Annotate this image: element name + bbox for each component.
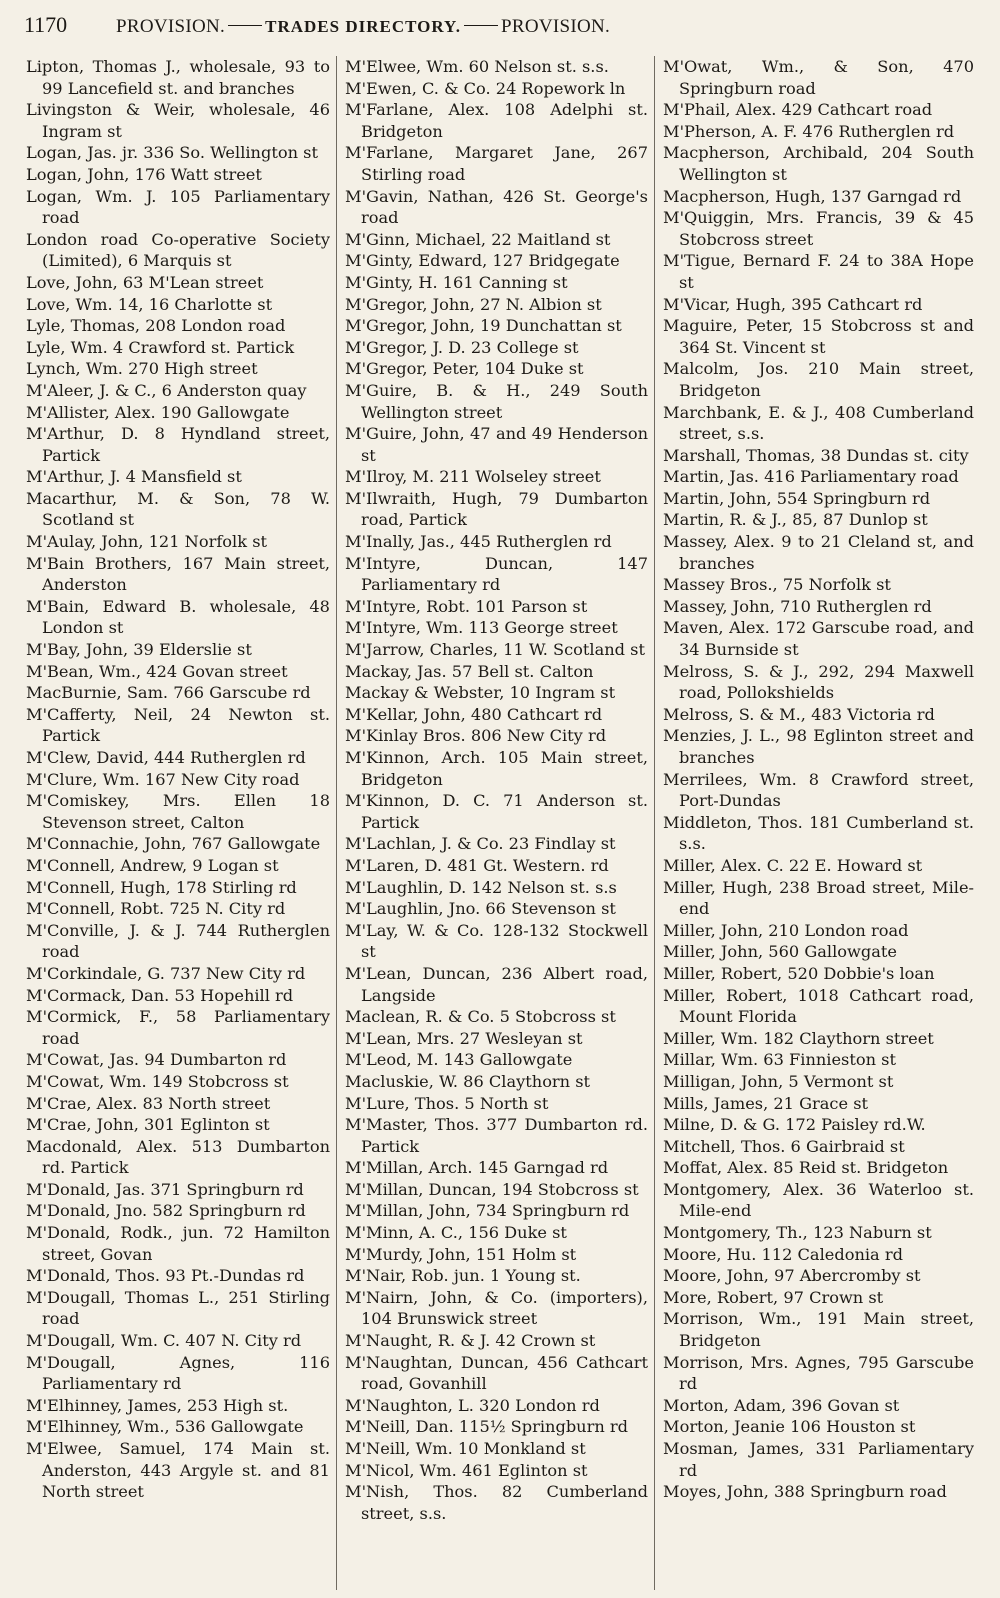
directory-entry: Logan, Jas. jr. 336 So. Wellington st <box>26 143 318 163</box>
directory-entry: M'Connell, Andrew, 9 Logan st <box>26 855 279 875</box>
directory-entry: M'Conville, J. & J. 744 Rutherglen road <box>26 920 330 962</box>
directory-entry: M'Minn, A. C., 156 Duke st <box>345 1223 567 1243</box>
heading-rule-right <box>464 25 498 26</box>
directory-entry: M'Cafferty, Neil, 24 Newton st. Partick <box>26 704 330 746</box>
directory-entry: Lipton, Thomas J., wholesale, 93 to 99 Lancefield st. and branches <box>26 57 330 98</box>
directory-entry: Montgomery, Alex. 36 Waterloo st. Mile-end <box>663 1179 974 1221</box>
directory-entry: M'Tigue, Bernard F. 24 to 38A Hope st <box>663 251 974 292</box>
directory-entry: Montgomery, Th., 123 Naburn st <box>663 1223 932 1243</box>
directory-entry: M'Inally, Jas., 445 Rutherglen rd <box>345 532 612 552</box>
directory-entry: Livingston & Weir, wholesale, 46 Ingram st <box>26 100 330 141</box>
directory-entry: M'Bain Brothers, 167 Main street, Anderston <box>26 553 330 595</box>
page-header <box>24 12 980 42</box>
directory-entry: M'Farlane, Margaret Jane, 267 Stirling road <box>345 143 648 184</box>
directory-entry: M'Elhinney, James, 253 High st. <box>26 1395 289 1415</box>
directory-entry: M'Quiggin, Mrs. Francis, 39 & 45 Stobcross street <box>663 208 974 249</box>
directory-entry: Massey, John, 710 Rutherglen rd <box>663 596 932 616</box>
directory-entry: Macdonald, Alex. 513 Dumbarton rd. Partick <box>26 1136 330 1178</box>
directory-entry: Morton, Jeanie 106 Houston st <box>663 1417 916 1437</box>
directory-entry: M'Intyre, Wm. 113 George street <box>345 618 618 638</box>
directory-entry: Melross, S. & M., 483 Victoria rd <box>663 704 935 724</box>
directory-entry: M'Gregor, J. D. 23 College st <box>345 337 579 357</box>
directory-entry: Millar, Wm. 63 Finnieston st <box>663 1050 896 1070</box>
directory-entry: M'Ilwraith, Hugh, 79 Dumbarton road, Partick <box>345 488 648 530</box>
directory-entry: M'Ginty, H. 161 Canning st <box>345 272 568 292</box>
directory-entry: M'Lean, Mrs. 27 Wesleyan st <box>345 1028 583 1048</box>
directory-entry: M'Connell, Robt. 725 N. City rd <box>26 899 286 919</box>
directory-entry: M'Jarrow, Charles, 11 W. Scotland st <box>345 640 645 660</box>
directory-entry: M'Guire, John, 47 and 49 Henderson st <box>345 424 648 465</box>
directory-entry: Mosman, James, 331 Parliamentary rd <box>663 1439 974 1480</box>
directory-entry: M'Leod, M. 143 Gallowgate <box>345 1050 573 1070</box>
column-3 <box>654 56 980 1590</box>
directory-entry: Morton, Adam, 396 Govan st <box>663 1395 900 1415</box>
directory-entry: M'Owat, Wm., & Son, 470 Springburn road <box>663 57 974 98</box>
directory-entry: M'Kinnon, D. C. 71 Anderson st. Partick <box>345 791 648 832</box>
directory-entry: M'Bay, John, 39 Elderslie st <box>26 640 252 660</box>
directory-entry: M'Dougall, Thomas L., 251 Stirling road <box>26 1287 330 1329</box>
directory-entry: M'Arthur, D. 8 Hyndland street, Partick <box>26 424 330 465</box>
directory-entry: M'Gregor, John, 19 Dunchattan st <box>345 316 622 336</box>
directory-entry: Martin, R. & J., 85, 87 Dunlop st <box>663 510 928 530</box>
directory-entry: M'Arthur, J. 4 Mansfield st <box>26 467 242 487</box>
directory-entry: M'Laughlin, D. 142 Nelson st. s.s <box>345 877 617 897</box>
directory-entry: M'Murdy, John, 151 Holm st <box>345 1244 577 1264</box>
directory-entry: Moore, John, 97 Abercromby st <box>663 1266 921 1286</box>
directory-entry: Melross, S. & J., 292, 294 Maxwell road, Pollokshields <box>663 661 974 703</box>
directory-entry: M'Bean, Wm., 424 Govan street <box>26 661 288 681</box>
directory-entry: Miller, Hugh, 238 Broad street, Mile-end <box>663 877 974 919</box>
directory-entry: Miller, Alex. C. 22 E. Howard st <box>663 855 923 875</box>
directory-entry: M'Naught, R. & J. 42 Crown st <box>345 1331 596 1351</box>
directory-entry: Milligan, John, 5 Vermont st <box>663 1071 894 1091</box>
directory-entry: Menzies, J. L., 98 Eglinton street and branches <box>663 726 974 767</box>
directory-entry: Morrison, Mrs. Agnes, 795 Garscube rd <box>663 1352 974 1394</box>
directory-entry: M'Cormack, Dan. 53 Hopehill rd <box>26 985 294 1005</box>
directory-entry: M'Millan, Arch. 145 Garngad rd <box>345 1158 609 1178</box>
directory-entry: M'Kinnon, Arch. 105 Main street, Bridgeton <box>345 748 648 789</box>
center-heading: TRADES DIRECTORY. <box>265 17 462 36</box>
directory-entry: M'Aleer, J. & C., 6 Anderston quay <box>26 380 307 400</box>
directory-entry: M'Kinlay Bros. 806 New City rd <box>345 726 607 746</box>
column-2 <box>336 56 654 1590</box>
directory-entry: M'Lay, W. & Co. 128-132 Stockwell st <box>345 920 648 962</box>
directory-entry: M'Guire, B. & H., 249 South Wellington street <box>345 380 648 422</box>
directory-entry: More, Robert, 97 Crown st <box>663 1287 884 1307</box>
directory-entry: M'Lachlan, J. & Co. 23 Findlay st <box>345 834 616 854</box>
directory-entry: MacBurnie, Sam. 766 Garscube rd <box>26 683 311 703</box>
directory-entry: M'Comiskey, Mrs. Ellen 18 Stevenson street, Calton <box>26 791 330 832</box>
directory-entry: M'Donald, Jas. 371 Springburn rd <box>26 1179 304 1199</box>
heading-rule-left <box>228 25 262 26</box>
directory-entry: Maven, Alex. 172 Garscube road, and 34 Burnside st <box>663 618 974 660</box>
directory-entry: M'Phail, Alex. 429 Cathcart road <box>663 100 933 120</box>
directory-entry: Martin, John, 554 Springburn rd <box>663 488 931 508</box>
directory-entry: Mackay & Webster, 10 Ingram st <box>345 683 616 703</box>
directory-entry: Lynch, Wm. 270 High street <box>26 359 258 379</box>
directory-entry: M'Vicar, Hugh, 395 Cathcart rd <box>663 294 923 314</box>
directory-entry: Macpherson, Hugh, 137 Garngad rd <box>663 186 962 206</box>
directory-entry: M'Pherson, A. F. 476 Rutherglen rd <box>663 121 955 141</box>
directory-entry: M'Ilroy, M. 211 Wolseley street <box>345 467 601 487</box>
directory-entry: M'Crae, Alex. 83 North street <box>26 1093 271 1113</box>
directory-entry: M'Intyre, Duncan, 147 Parliamentary rd <box>345 553 648 595</box>
directory-entry: Moore, Hu. 112 Caledonia rd <box>663 1244 903 1264</box>
directory-entry: Macpherson, Archibald, 204 South Wellington st <box>663 143 974 184</box>
directory-entry: Macarthur, M. & Son, 78 W. Scotland st <box>26 488 330 530</box>
directory-entry: Macluskie, W. 86 Claythorn st <box>345 1071 591 1091</box>
page-number: 1170 <box>24 12 68 37</box>
directory-entry: M'Nair, Rob. jun. 1 Young st. <box>345 1266 581 1286</box>
directory-entry: M'Dougall, Agnes, 116 Parliamentary rd <box>26 1352 330 1394</box>
directory-entry: Massey Bros., 75 Norfolk st <box>663 575 891 595</box>
directory-entry: Marchbank, E. & J., 408 Cumberland street, s.s. <box>663 402 974 444</box>
directory-entry: Love, Wm. 14, 16 Charlotte st <box>26 294 273 314</box>
directory-entry: M'Clew, David, 444 Rutherglen rd <box>26 748 306 767</box>
directory-entry: M'Ewen, C. & Co. 24 Ropework ln <box>345 78 626 98</box>
directory-entry: M'Lure, Thos. 5 North st <box>345 1093 549 1113</box>
directory-entry: M'Bain, Edward B. wholesale, 48 London st <box>26 596 330 638</box>
directory-entry: M'Neill, Wm. 10 Monkland st <box>345 1439 586 1458</box>
directory-entry: M'Allister, Alex. 190 Gallowgate <box>26 402 290 422</box>
directory-entry: M'Corkindale, G. 737 New City rd <box>26 963 306 983</box>
directory-entry: Logan, John, 176 Watt street <box>26 164 262 184</box>
directory-entry: Milne, D. & G. 172 Paisley rd.W. <box>663 1115 926 1135</box>
directory-entry: M'Nicol, Wm. 461 Eglinton st <box>345 1460 588 1480</box>
directory-entry: Maguire, Peter, 15 Stobcross st and 364 St. Vincent st <box>663 316 974 357</box>
directory-entry: M'Laughlin, Jno. 66 Stevenson st <box>345 899 616 919</box>
directory-entry: M'Donald, Jno. 582 Springburn rd <box>26 1201 306 1221</box>
directory-entry: M'Kellar, John, 480 Cathcart rd <box>345 704 603 724</box>
directory-entry: M'Intyre, Robt. 101 Parson st <box>345 596 588 616</box>
directory-entry: M'Cormick, F., 58 Parliamentary road <box>26 1007 330 1048</box>
directory-entry: M'Nish, Thos. 82 Cumberland street, s.s. <box>345 1482 648 1523</box>
directory-entry: Lyle, Wm. 4 Crawford st. Partick <box>26 337 295 357</box>
directory-entry: Mackay, Jas. 57 Bell st. Calton <box>345 661 594 681</box>
directory-entry: Love, John, 63 M'Lean street <box>26 272 264 292</box>
directory-entry: M'Laren, D. 481 Gt. Western. rd <box>345 855 609 875</box>
directory-entry: M'Crae, John, 301 Eglinton st <box>26 1115 270 1135</box>
directory-entry: Miller, Robert, 520 Dobbie's loan <box>663 963 935 983</box>
directory-entry: Mitchell, Thos. 6 Gairbraid st <box>663 1136 905 1156</box>
directory-entry: M'Donald, Thos. 93 Pt.-Dundas rd <box>26 1266 305 1286</box>
directory-entry: London road Co-operative Society (Limited), 6 Marquis st <box>26 229 330 271</box>
directory-entry: Martin, Jas. 416 Parliamentary road <box>663 467 959 487</box>
directory-entry: M'Elwee, Samuel, 174 Main st. Anderston, 443 Argyle st. and 81 North street <box>26 1439 330 1502</box>
directory-entry: M'Neill, Dan. 115½ Springburn rd <box>345 1417 629 1437</box>
directory-entry: M'Cowat, Jas. 94 Dumbarton rd <box>26 1050 287 1070</box>
directory-entry: Mills, James, 21 Grace st <box>663 1093 869 1113</box>
directory-entry: Merrilees, Wm. 8 Crawford street, Port-Dundas <box>663 769 974 811</box>
directory-entry: M'Millan, Duncan, 194 Stobcross st <box>345 1179 639 1199</box>
directory-entry: Marshall, Thomas, 38 Dundas st. city <box>663 445 969 465</box>
directory-entry: M'Gregor, Peter, 104 Duke st <box>345 359 584 379</box>
directory-entry: Malcolm, Jos. 210 Main street, Bridgeton <box>663 359 974 400</box>
directory-entry: Morrison, Wm., 191 Main street, Bridgeton <box>663 1309 974 1351</box>
directory-entry: Miller, John, 560 Gallowgate <box>663 942 897 962</box>
left-heading: PROVISION. <box>116 16 226 37</box>
directory-entry: M'Connachie, John, 767 Gallowgate <box>26 834 321 854</box>
directory-entry: M'Ginty, Edward, 127 Bridgegate <box>345 251 620 271</box>
directory-entry: M'Donald, Rodk., jun. 72 Hamilton street, Govan <box>26 1223 330 1264</box>
directory-entry: Miller, John, 210 London road <box>663 920 909 940</box>
directory-entry: M'Cowat, Wm. 149 Stobcross st <box>26 1071 289 1091</box>
directory-entry: M'Aulay, John, 121 Norfolk st <box>26 532 268 552</box>
directory-entry: Miller, Robert, 1018 Cathcart road, Mount Florida <box>663 985 974 1027</box>
directory-entry: M'Lean, Duncan, 236 Albert road, Langside <box>345 963 648 1005</box>
directory-entry: M'Gavin, Nathan, 426 St. George's road <box>345 186 648 228</box>
directory-entry: Lyle, Thomas, 208 London road <box>26 316 286 336</box>
directory-entry: M'Farlane, Alex. 108 Adelphi st. Bridgeton <box>345 100 648 141</box>
directory-entry: M'Naughtan, Duncan, 456 Cathcart road, Govanhill <box>345 1352 648 1394</box>
directory-entry: M'Millan, John, 734 Springburn rd <box>345 1201 630 1221</box>
directory-entry: M'Connell, Hugh, 178 Stirling rd <box>26 877 297 897</box>
directory-entry: Middleton, Thos. 181 Cumberland st. s.s. <box>663 812 974 854</box>
directory-entry: Moyes, John, 388 Springburn road <box>663 1482 947 1502</box>
directory-entry: Maclean, R. & Co. 5 Stobcross st <box>345 1007 616 1027</box>
directory-entry: M'Gregor, John, 27 N. Albion st <box>345 294 602 314</box>
directory-entry: Miller, Wm. 182 Claythorn street <box>663 1028 934 1048</box>
directory-columns <box>18 56 980 1590</box>
directory-entry: M'Elwee, Wm. 60 Nelson st. s.s. <box>345 57 609 76</box>
directory-entry: Moffat, Alex. 85 Reid st. Bridgeton <box>663 1158 949 1178</box>
directory-entry: M'Elhinney, Wm., 536 Gallowgate <box>26 1417 304 1437</box>
right-heading: PROVISION. <box>501 16 611 37</box>
directory-entry: M'Naughton, L. 320 London rd <box>345 1395 600 1415</box>
directory-entry: M'Ginn, Michael, 22 Maitland st <box>345 229 611 249</box>
directory-entry: M'Master, Thos. 377 Dumbarton rd. Partick <box>345 1115 648 1156</box>
directory-entry: M'Clure, Wm. 167 New City road <box>26 769 300 789</box>
directory-entry: M'Dougall, Wm. C. 407 N. City rd <box>26 1331 302 1351</box>
column-1 <box>18 56 336 1590</box>
directory-entry: Massey, Alex. 9 to 21 Cleland st, and branches <box>663 532 974 573</box>
directory-entry: Logan, Wm. J. 105 Parliamentary road <box>26 186 330 228</box>
directory-entry: M'Nairn, John, & Co. (importers), 104 Brunswick street <box>345 1287 648 1329</box>
